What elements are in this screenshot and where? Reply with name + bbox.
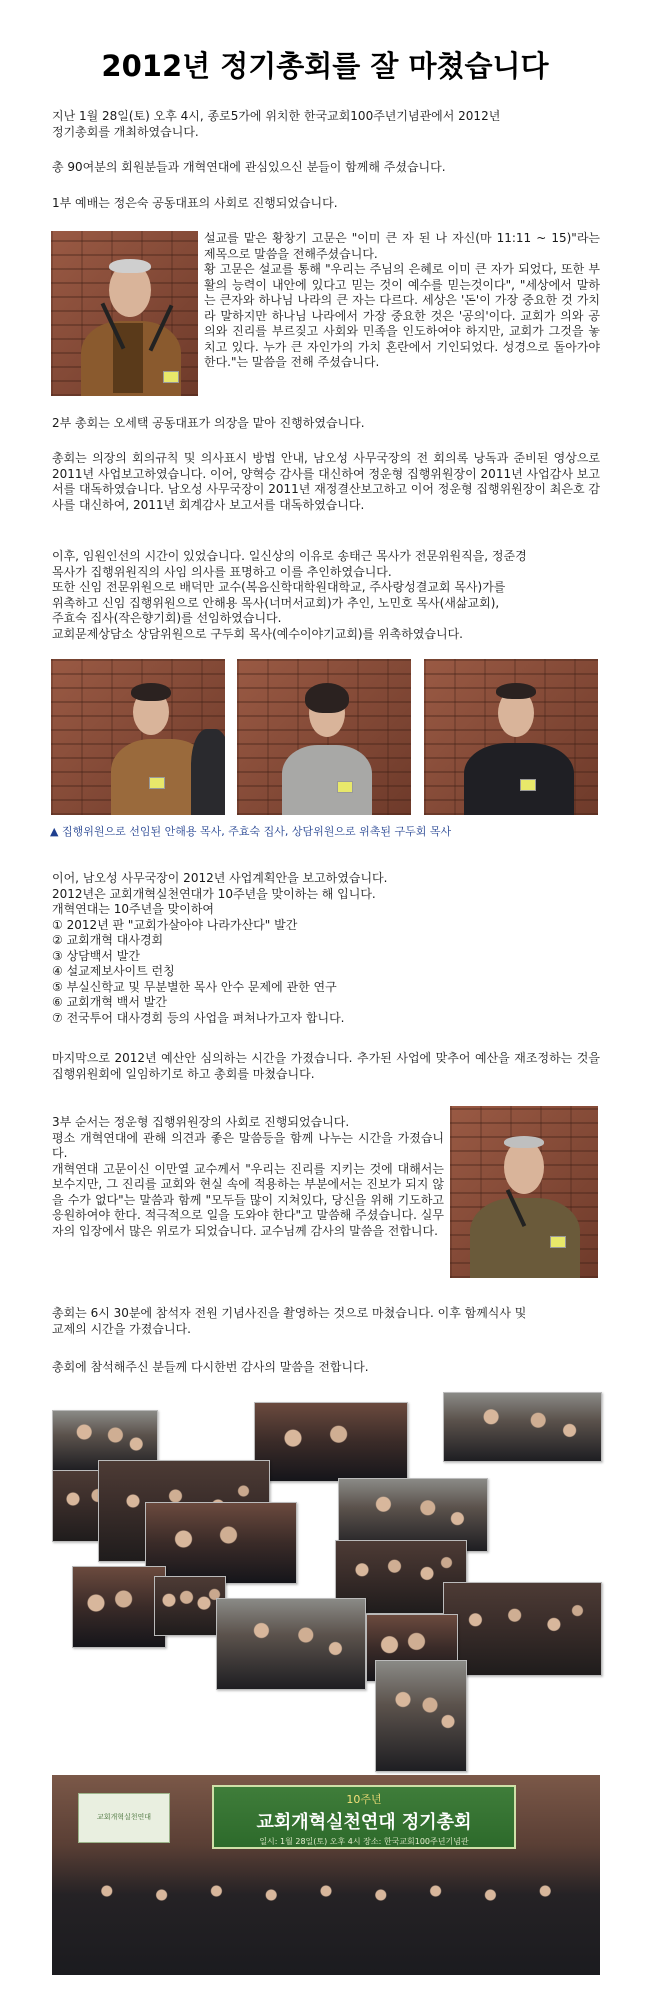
plan-paragraph: 이어, 남오성 사무국장이 2012년 사업계획안을 보고하였습니다. 2012년은 교회개혁실천연대가 10주년을 맞이하는 해 입니다. 개혁연대는 10주년을 맞이하여 ① 2012년 판 "교회가살아야 나라가산다" 발간 ② 교회개혁 대사경회 ③ 상담백서 발간 ④ 설교제보사이트 런칭 ⑤ 부실신학교 및 무분별한 목사 안수 문제에 관한 연구 ⑥ 교회개혁 백서 발간 ⑦ 전국투어 대사경회 등의 사업을 펴쳐나가고자 합니다. xyxy=(52,871,388,1025)
part1-paragraph: 1부 예배는 정은숙 공동대표의 사회로 진행되었습니다. xyxy=(52,196,338,210)
page-title: 2012년 정기총회를 잘 마쳤습니다 xyxy=(101,49,549,83)
officer-photo-2 xyxy=(237,659,411,815)
attendance-paragraph: 총 90여분의 회원분들과 개혁연대에 관심있으신 분들이 함께해 주셨습니다. xyxy=(52,160,446,174)
collage-photo-11 xyxy=(216,1598,366,1690)
intro-paragraph: 지난 1월 28일(토) 오후 4시, 종로5가에 위치한 한국교회100주년기념관에서 2012년 정기총회를 개최하였습니다. xyxy=(52,109,501,139)
collage-photo-4 xyxy=(443,1392,602,1462)
banner-subtitle: 일시: 1월 28일(토) 오후 4시 장소: 한국교회100주년기념관 xyxy=(259,1837,469,1846)
group-photo-side-banner xyxy=(78,1793,170,1843)
professor-photo xyxy=(450,1106,598,1278)
group-photo xyxy=(52,1775,600,1975)
banner-title: 교회개혁실천연대 정기총회 xyxy=(256,1812,472,1833)
collage-photo-14 xyxy=(375,1660,467,1772)
sermon-speaker-photo xyxy=(51,231,198,396)
side-banner-text: 교회개혁실천연대 xyxy=(96,1813,152,1821)
thanks-paragraph: 총회에 참석해주신 분들께 다시한번 감사의 말씀을 전합니다. xyxy=(52,1360,369,1374)
sermon-paragraph: 설교를 맡은 황창기 고문은 "이미 큰 자 된 나 자신(마 11:11 ~ 15)"라는 제목으로 말씀을 전해주셨습니다. 황 고문은 설교를 통해 "우리는 주님의 은혜로 이미 큰 자가 되었다, 또한 부활의 능력이 내안에 있다고 믿는 것이 예수를 믿는것이다", "세상에서 말하는 큰자와 하나님 나라의 큰 자는 다르다. 세상은 '돈'이 가장 중요한 것 가치라 말하지만 하나님 나라에서 가장 중요한 것은 '공의'이다. 교회가 의와 공의와 진리를 부르짖고 사회와 민족을 인도하여야 하지만, 교회가 그것을 놓치고 있다. 누가 큰 자인가의 가치 혼란에서 기인되었다. 성경으로 돌아가야 한다."는 말씀을 전해 주셨습니다. xyxy=(204,231,600,369)
collage-photo-6 xyxy=(145,1502,297,1584)
part3-paragraph: 3부 순서는 정운형 집행위원장의 사회로 진행되었습니다. 평소 개혁연대에 관해 의견과 좋은 말씀등을 함께 나누는 시간을 가졌습니다. 개혁연대 고문이신 이만열 교수께서 "우리는 진리를 지키는 것에 대해서는 보수지만, 그 진리를 교회와 현실 속에 적용하는 부분에서는 진보가 되지 않을 수가 없다"는 말씀과 함께 "모두들 많이 지쳐있다, 당신을 위해 기도하고 응원하여야 한다. 적극적으로 일을 도와야 한다"고 말씀해 주셨습니다. 실무자의 입장에서 많은 위로가 되었습니다. 교수님께 감사의 말씀을 전합니다. xyxy=(52,1115,444,1238)
collage-photo-9 xyxy=(72,1566,166,1648)
photo-caption: ▲ 집행위원으로 선임된 안해용 목사, 주효숙 집사, 상담위원으로 위촉된 구두회 목사 xyxy=(50,825,452,838)
officers-paragraph: 이후, 임원인선의 시간이 있었습니다. 일신상의 이유로 송태근 목사가 전문위원직을, 정준경 목사가 집행위원직의 사임 의사를 표명하고 이를 추인하였습니다. 또한 신임 전문위원으로 배덕만 교수(복음신학대학원대학교, 주사랑성결교회 목사)가를 위촉하고 신임 집행위원으로 안해용 목사(너머서교회)가 추인, 노민호 목사(새삶교회), 주효숙 집사(작은향기회)를 선임하였습니다. 교회문제상담소 상담위원으로 구두회 목사(예수이야기교회)를 위촉하였습니다. xyxy=(52,549,527,641)
officer-photo-3 xyxy=(424,659,598,815)
closing-paragraph: 총회는 6시 30분에 참석자 전원 기념사진을 촬영하는 것으로 마쳤습니다. 이후 함께식사 및 교제의 시간을 가졌습니다. xyxy=(52,1306,527,1336)
group-photo-banner xyxy=(212,1785,516,1849)
part2-paragraph: 2부 총회는 오세택 공동대표가 의장을 맡아 진행하였습니다. xyxy=(52,416,365,430)
banner-year: 10주년 xyxy=(346,1793,382,1806)
meeting-report-paragraph: 총회는 의장의 회의규칙 및 의사표시 방법 안내, 남오성 사무국장의 전 회의록 낭독과 준비된 영상으로 2011년 사업보고하였습니다. 이어, 양혁승 감사를 대신하여 정운형 집행위원장이 2011년 사업감사 보고서를 대독하였습니다. 남오성 사무국장이 2011년 재정결산보고하고 이어 정운형 집행위원장이 최은호 감사를 대신하여, 2011년 회계감사 보고서를 대독하였습니다. xyxy=(52,451,600,512)
budget-paragraph: 마지막으로 2012년 예산안 심의하는 시간을 가졌습니다. 추가된 사업에 맞추어 예산을 재조정하는 것을 집행위원회에 일임하기로 하고 총회를 마쳤습니다. xyxy=(52,1051,600,1081)
officer-photo-1 xyxy=(51,659,225,815)
collage-photo-3 xyxy=(254,1402,408,1482)
